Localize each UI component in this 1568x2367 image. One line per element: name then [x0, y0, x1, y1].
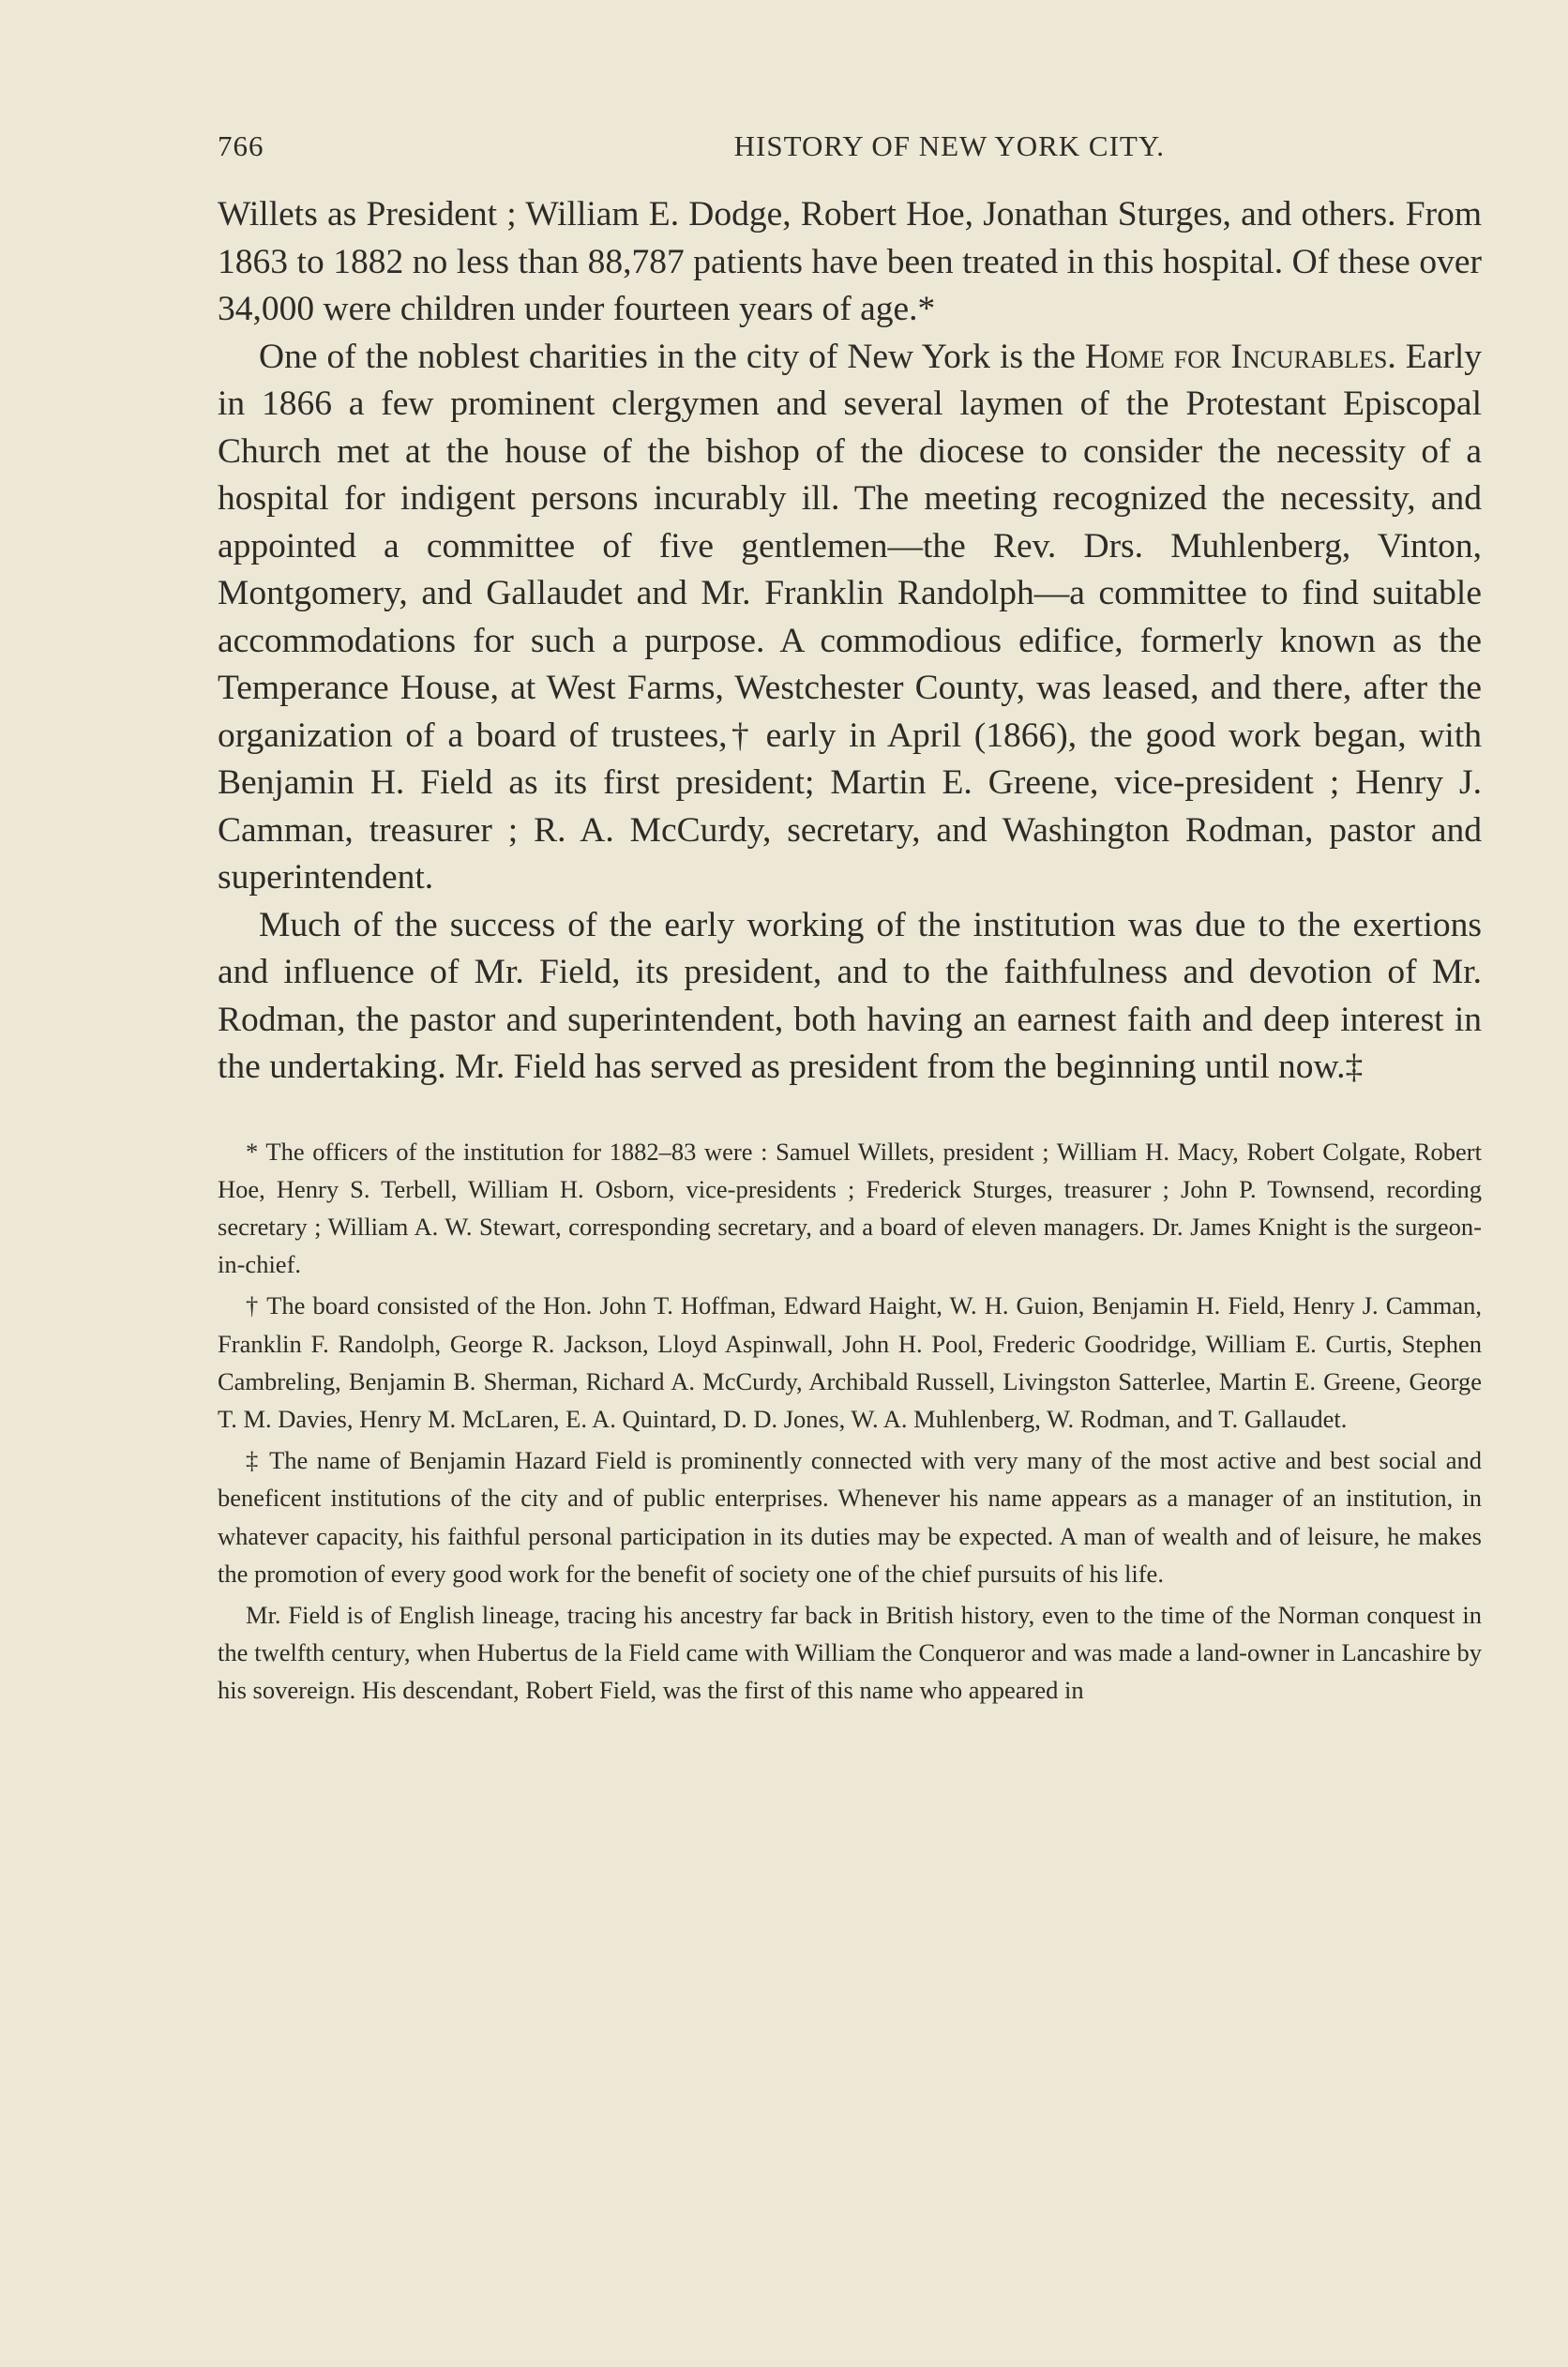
paragraph-2 — [218, 334, 1482, 902]
paragraph-3: Much of the success of the early working of the institution was due to the exertions and influence of Mr. Field, its president, and to the faithfulness and devotion of Mr. Rodman, the pastor and superintendent, both having an earnest faith and deep interest in the undertaking. Mr. Field has served as president from the beginning until now.‡ — [218, 905, 1482, 1086]
running-head — [218, 129, 1482, 163]
footnote-continuation: Mr. Field is of English lineage, tracing his ancestry far back in British history, even to the time of the Norman conquest in the twelfth century, when Hubertus de la Field came with William the Conqueror and was made a land-owner in Lancashire by his sovereign. His descendant, Robert Field, was the first of this name who appeared in — [218, 1600, 1482, 1705]
paragraph-2-rest: Early in 1866 a few prominent clergymen and several laymen of the Protestant Episcopal Church met at the house of the bishop of the diocese to consider the necessity of a hospital for indigent persons incurably ill. The meeting recognized the necessity, and appointed a committee of five gentlemen—the Rev. Drs. Muhlenberg, Vinton, Montgomery, and Gallaudet and Mr. Franklin Randolph—a committee to find suitable accommodations for such a purpose. A commodious edifice, formerly known as the Temperance House, at West Farms, Westchester County, was leased, and there, after the organization of a board of trustees,† early in April (1866), the good work began, with Benjamin H. Field as its first president; Martin E. Greene, vice-president ; Henry J. Camman, treasurer ; R. A. McCurdy, secretary, and Washington Rodman, pastor and superintendent. — [218, 337, 1482, 897]
footnotes — [218, 1133, 1482, 1710]
home-for-incurables-smallcaps: Home for Incurables. — [1084, 337, 1396, 376]
footnote-double-dagger: ‡ The name of Benjamin Hazard Field is prominently connected with very many of the most active and best social and beneficent institutions of the city and of public enterprises. Whenever his name appears as a manager of an institution, in whatever capacity, his faithful personal participation in its duties may be expected. A man of wealth and of leisure, he makes the promotion of every good work for the benefit of society one of the chief pursuits of his life. — [218, 1446, 1482, 1588]
footnote-dagger: † The board consisted of the Hon. John T. Hoffman, Edward Haight, W. H. Guion, Benjamin H. Field, Henry J. Camman, Franklin F. Randolph, George R. Jackson, Lloyd Aspinwall, John H. Pool, Frederic Goodridge, William E. Curtis, Stephen Cambreling, Benjamin B. Sherman, Richard A. McCurdy, Archibald Russell, Livingston Satterlee, Martin E. Greene, George T. M. Davies, Henry M. McLaren, E. A. Quintard, D. D. Jones, W. A. Muhlenberg, W. Rodman, and T. Gallaudet. — [218, 1291, 1482, 1433]
paragraph-1: Willets as President ; William E. Dodge, Robert Hoe, Jonathan Sturges, and others. From 1863 to 1882 no less than 88,787 patients have been treated in this hospital. Of these over 34,000 were children under fourteen years of age.* — [218, 195, 1482, 328]
body-text — [218, 191, 1482, 1092]
footnote-asterisk: * The officers of the institution for 1882–83 were : Samuel Willets, president ; William H. Macy, Robert Colgate, Robert Hoe, Henry S. Terbell, William H. Osborn, vice-presidents ; Frederick Sturges, treasurer ; John P. Townsend, recording secretary ; William A. W. Stewart, corresponding secretary, and a board of eleven managers. Dr. James Knight is the surgeon-in-chief. — [218, 1137, 1482, 1279]
running-title: HISTORY OF NEW YORK CITY. — [733, 129, 1165, 162]
book-page — [218, 129, 1482, 1713]
paragraph-2-lead: One of the noblest charities in the city of New York is the — [259, 337, 1076, 376]
page-number: 766 — [218, 129, 264, 162]
